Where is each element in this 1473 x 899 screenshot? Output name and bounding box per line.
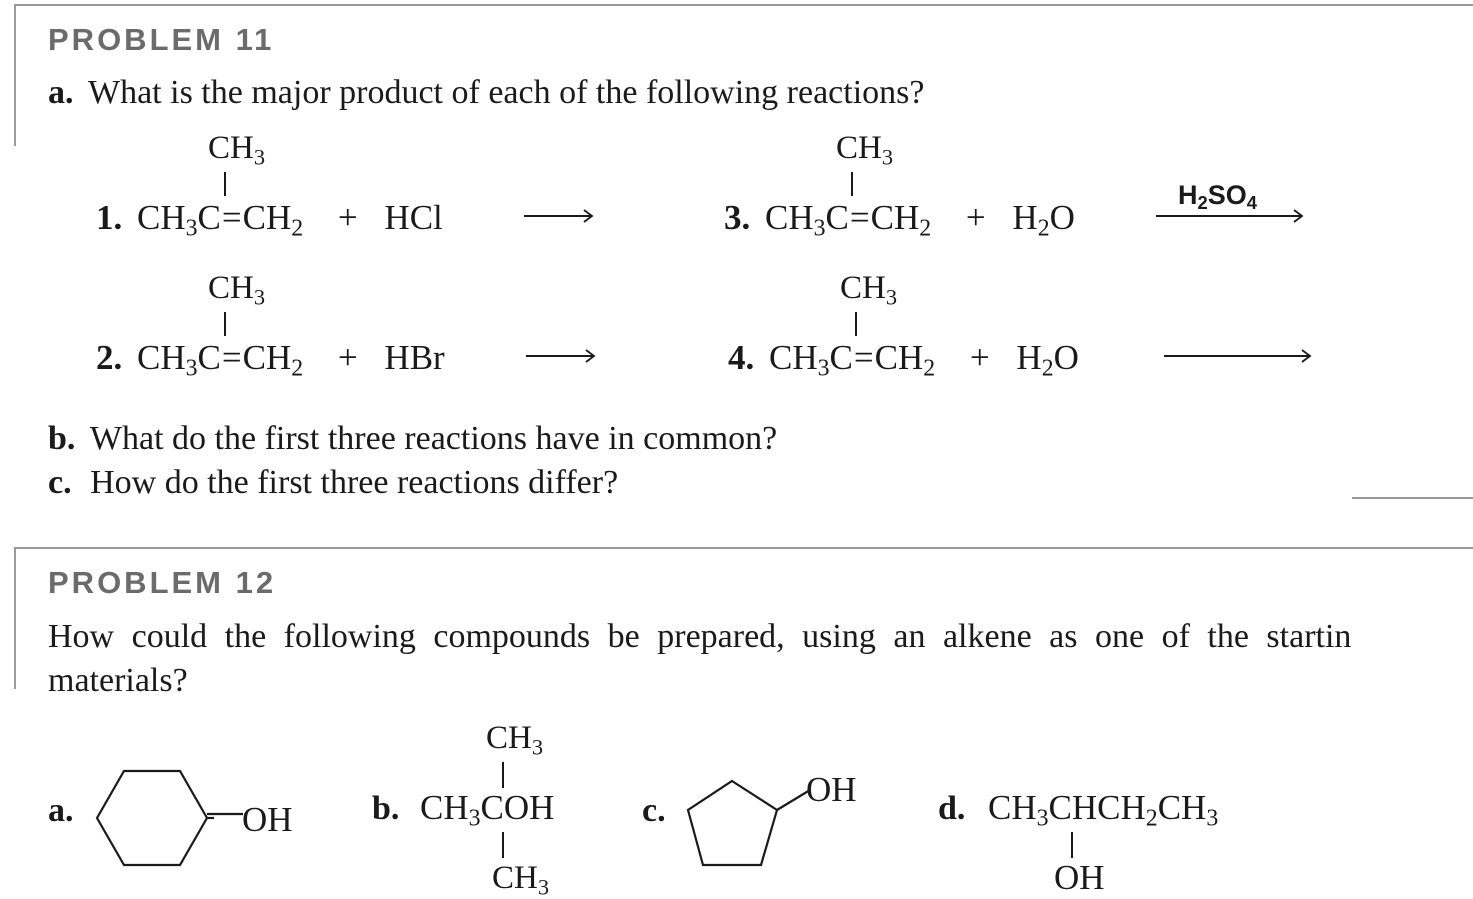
- reaction4-plus: +: [969, 338, 990, 377]
- reaction4-reagent: $H_2O$: [1016, 338, 1079, 382]
- problem12-title: PROBLEM 12: [48, 565, 277, 600]
- reaction1-number: 1.: [96, 198, 123, 237]
- compound-a-bond: [207, 810, 243, 818]
- reaction3-bond: [851, 172, 853, 196]
- part-a-text: What is the major product of each of the following reactions?: [88, 74, 925, 111]
- problem12-question-line1: How could the following compounds be prepared, using an alkene as one of the startin: [48, 618, 1352, 655]
- reaction4-bond: [855, 312, 857, 336]
- compound-b-top: $CH_3$: [486, 720, 544, 760]
- part-b-label: b.: [48, 420, 76, 457]
- reaction3-reactant: $CH_3C=CH_2$: [765, 198, 932, 242]
- compound-d-bond: [1071, 832, 1073, 858]
- part-a-label: a.: [48, 74, 74, 111]
- reaction2-equation: [96, 338, 445, 382]
- compound-c-label: c.: [642, 792, 666, 829]
- compound-d-bottom: OH: [1054, 858, 1105, 897]
- reaction1-plus: +: [337, 198, 358, 237]
- reaction1-substituent: $CH_3$: [208, 130, 266, 170]
- problem11-left-rule: [14, 4, 16, 146]
- reaction3-arrow: [1156, 206, 1306, 226]
- compound-b-bottom: $CH_3$: [492, 860, 550, 899]
- problem11-part-c: [48, 464, 618, 502]
- reaction2-reactant: $CH_3C=CH_2$: [137, 338, 304, 382]
- reaction4-arrow: [1164, 346, 1314, 366]
- problem11-top-rule: [14, 4, 1473, 6]
- reaction1-equation: [96, 198, 443, 242]
- compound-d-main: $CH_3CHCH_2CH_3$: [988, 788, 1219, 832]
- part-c-text: How do the first three reactions differ?: [90, 464, 619, 501]
- problem11-part-a: [48, 74, 925, 112]
- problem12-question-line2: materials?: [48, 662, 188, 699]
- compound-b-label: b.: [372, 790, 400, 827]
- reaction3-substituent: $CH_3$: [836, 130, 894, 170]
- reaction1-bond: [224, 172, 226, 196]
- compound-b-main: $CH_3COH$: [420, 788, 555, 832]
- reaction2-plus: +: [337, 338, 358, 377]
- reaction4-substituent: $CH_3$: [840, 270, 898, 310]
- reaction2-bond: [224, 312, 226, 336]
- reaction3-equation: [724, 198, 1075, 242]
- reaction2-substituent: $CH_3$: [208, 270, 266, 310]
- compound-b-top-bond: [502, 762, 504, 788]
- reaction3-catalyst: $H_2SO_4$: [1178, 180, 1257, 214]
- reaction3-reagent: $H_2O$: [1012, 198, 1075, 242]
- compound-a-label: a.: [48, 792, 74, 829]
- compound-b-bottom-bond: [502, 832, 504, 858]
- reaction2-number: 2.: [96, 338, 123, 377]
- reaction1-reagent: HCl: [384, 198, 443, 237]
- compound-d-label: d.: [938, 790, 966, 827]
- reaction3-plus: +: [965, 198, 986, 237]
- part-b-text: What do the first three reactions have in common?: [89, 420, 778, 457]
- problem11-part-b: [48, 420, 777, 458]
- reaction4-reactant: $CH_3C=CH_2$: [769, 338, 936, 382]
- reaction4-number: 4.: [728, 338, 755, 377]
- reaction3-number: 3.: [724, 198, 751, 237]
- part-c-label: c.: [48, 464, 72, 501]
- problem11-title: PROBLEM 11: [48, 22, 275, 57]
- problem11-bottom-rule: [1352, 497, 1473, 499]
- reaction2-reagent: HBr: [384, 338, 445, 377]
- cyclohexane-ring-icon: [92, 766, 214, 870]
- reaction2-arrow: [526, 346, 598, 366]
- compound-c-group: OH: [806, 770, 857, 809]
- compound-a-group: OH: [242, 800, 293, 839]
- reaction4-equation: [728, 338, 1079, 382]
- problem12-top-rule: [14, 547, 1473, 549]
- reaction1-arrow: [524, 206, 596, 226]
- problem12-left-rule: [14, 547, 16, 689]
- cyclopentane-ring-icon: [684, 776, 814, 872]
- reaction1-reactant: $CH_3C=CH_2$: [137, 198, 304, 242]
